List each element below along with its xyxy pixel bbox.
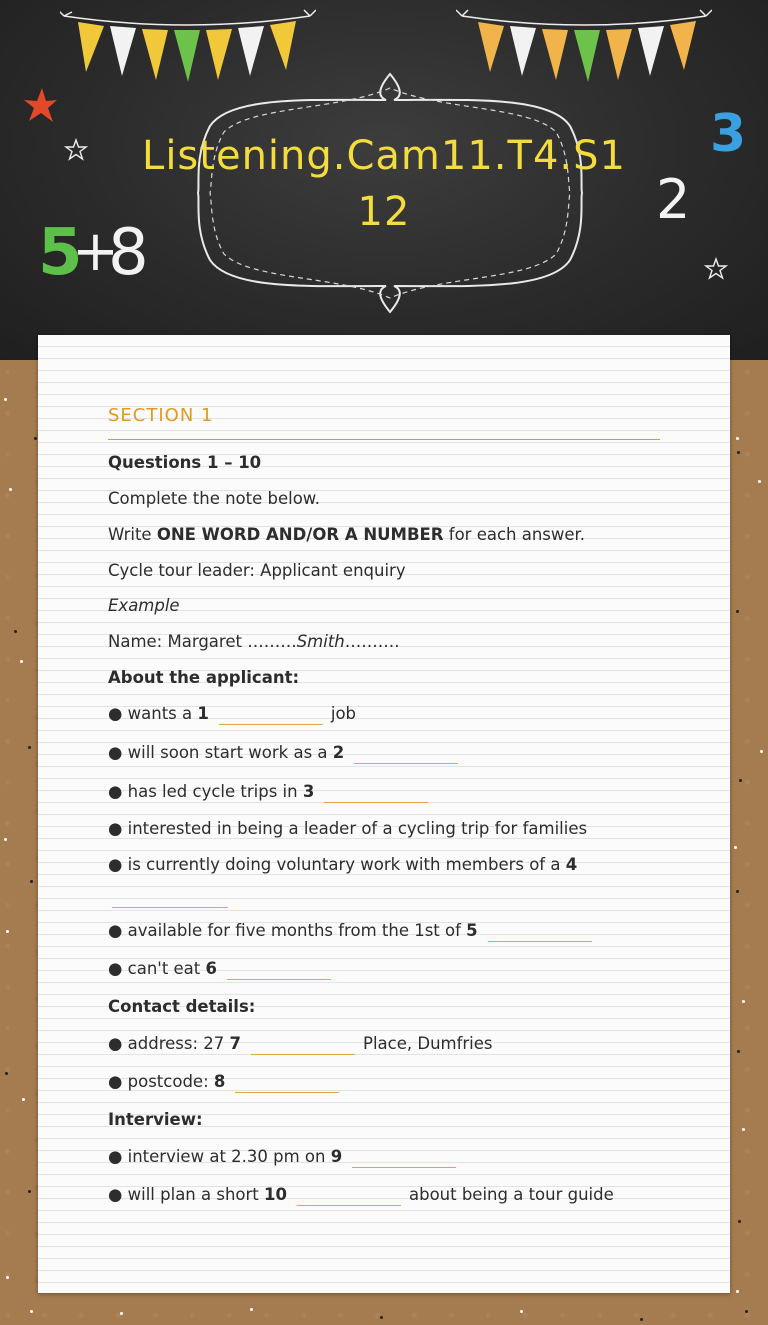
question-10-number: 10: [264, 1185, 287, 1204]
question-7-suffix: Place, Dumfries: [363, 1034, 493, 1053]
question-7-number: 7: [229, 1034, 241, 1053]
question-10-text: ● will plan a short: [108, 1185, 265, 1204]
question-4: [108, 855, 577, 874]
answer-8-input[interactable]: [235, 1074, 339, 1093]
answer-4-input[interactable]: [112, 907, 228, 908]
instruction-write: [108, 525, 585, 544]
question-9: [108, 1147, 464, 1168]
question-5-text: ● available for five months from the 1st of: [108, 921, 467, 940]
question-6-number: 6: [205, 959, 217, 978]
question-10-suffix: about being a tour guide: [408, 1185, 614, 1204]
instruction-write-post: for each answer.: [443, 525, 586, 544]
questions-heading: Questions 1 – 10: [108, 453, 262, 472]
question-4-text: ● is currently doing voluntary work with members of a: [108, 855, 566, 874]
contact-heading: Contact details:: [108, 997, 256, 1016]
section-title: SECTION 1: [108, 405, 214, 426]
question-1-suffix: job: [330, 704, 357, 723]
answer-7-input[interactable]: [251, 1036, 355, 1055]
question-2-text: ● will soon start work as a: [108, 743, 333, 762]
question-1-text: ● wants a: [108, 704, 198, 723]
answer-2-input[interactable]: [354, 745, 458, 764]
question-5: [108, 921, 600, 942]
number-three: 3: [710, 104, 747, 164]
instruction-write-bold: ONE WORD AND/OR A NUMBER: [156, 525, 444, 544]
number-eight: 8: [108, 216, 149, 290]
question-3-text: ● has led cycle trips in: [108, 782, 303, 801]
question-2: [108, 743, 466, 764]
question-6-text: ● can't eat: [108, 959, 206, 978]
example-line: [108, 632, 400, 651]
answer-9-input[interactable]: [352, 1149, 456, 1168]
question-5-number: 5: [466, 921, 478, 940]
question-1: [108, 704, 356, 725]
topic-line: Cycle tour leader: Applicant enquiry: [108, 561, 406, 580]
question-7: [108, 1034, 493, 1055]
star-outline-right-icon: [704, 256, 728, 282]
worksheet-paper: [38, 335, 730, 1293]
question-3-number: 3: [302, 782, 315, 801]
number-five: 5: [38, 216, 83, 290]
question-9-number: 9: [330, 1147, 343, 1166]
number-two: 2: [656, 168, 691, 231]
title-line-1: Listening.Cam11.T4.S1: [142, 133, 626, 179]
answer-5-input[interactable]: [488, 923, 592, 942]
question-6: [108, 959, 339, 980]
instruction-complete: Complete the note below.: [108, 489, 321, 508]
page-title: [120, 128, 648, 240]
question-8-text: ● postcode:: [108, 1072, 214, 1091]
title-line-2: 12: [357, 189, 411, 235]
question-10: [108, 1185, 614, 1206]
chalkboard-header: [0, 0, 768, 360]
interview-heading: Interview:: [108, 1110, 203, 1129]
plus-sign: +: [72, 219, 119, 284]
example-answer: Smith: [296, 632, 345, 651]
question-8: [108, 1072, 347, 1093]
question-4-number: 4: [565, 855, 578, 874]
example-post: ……….: [344, 632, 400, 651]
question-3: [108, 782, 436, 803]
answer-3-input[interactable]: [324, 784, 428, 803]
question-2-number: 2: [332, 743, 345, 762]
example-pre: Name: Margaret ………: [108, 632, 297, 651]
star-outline-icon: [64, 138, 88, 162]
question-9-text: ● interview at 2.30 pm on: [108, 1147, 331, 1166]
families-interest-line: ● interested in being a leader of a cycling trip for families: [108, 819, 588, 838]
section-divider: [108, 439, 660, 440]
answer-10-input[interactable]: [297, 1187, 401, 1206]
answer-1-input[interactable]: [219, 706, 323, 725]
about-heading: About the applicant:: [108, 668, 300, 687]
instruction-write-pre: Write: [108, 525, 157, 544]
question-7-text: ● address: 27: [108, 1034, 230, 1053]
red-star-icon: [22, 86, 58, 126]
question-1-number: 1: [197, 704, 209, 723]
answer-6-input[interactable]: [227, 961, 331, 980]
example-label: Example: [108, 596, 180, 615]
question-8-number: 8: [213, 1072, 226, 1091]
